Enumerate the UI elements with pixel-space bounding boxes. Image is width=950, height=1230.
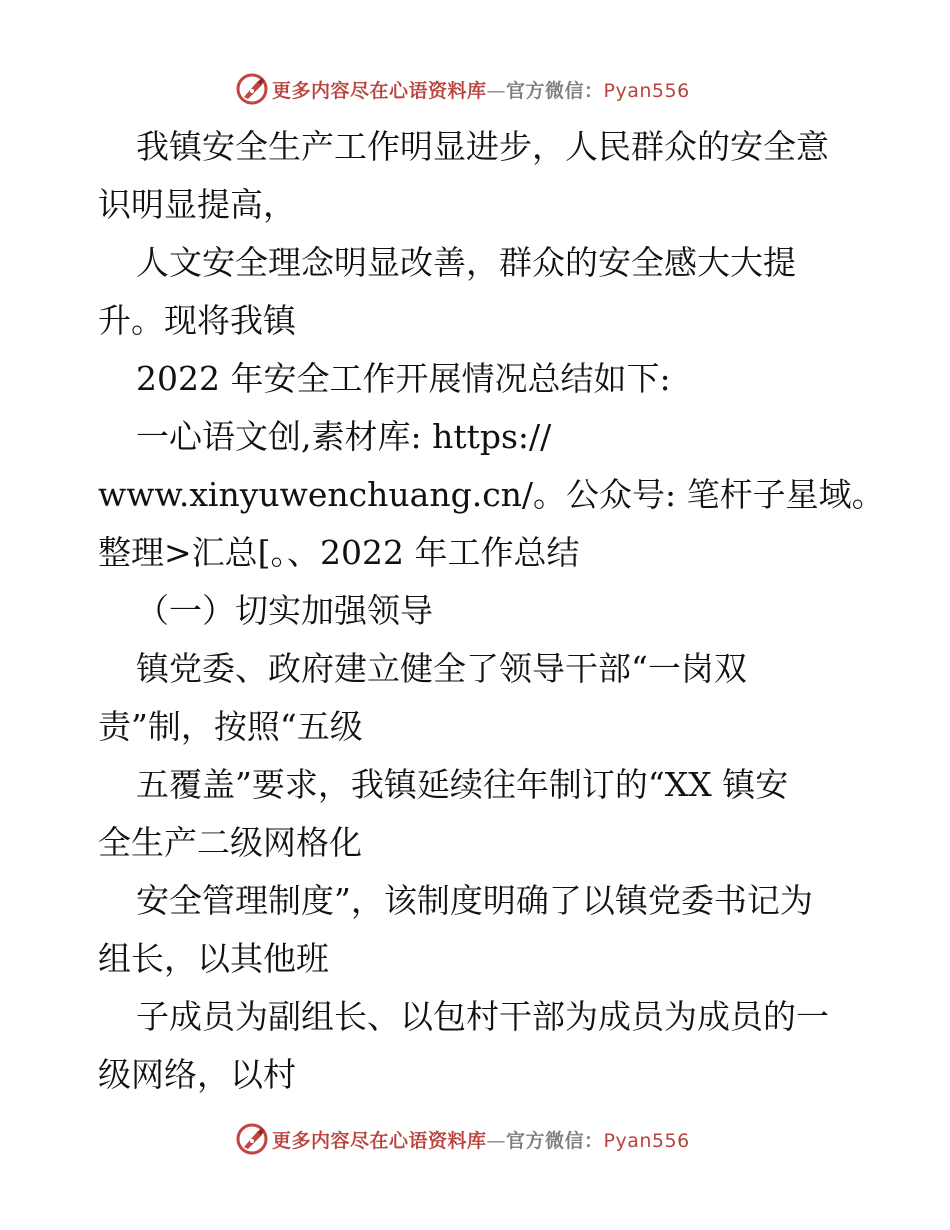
- header-colon: ：: [584, 80, 604, 102]
- body-line: 一心语文创,素材库: https://: [136, 417, 552, 456]
- body-line: 识明显提高，: [98, 185, 296, 224]
- body-line: 五覆盖”要求，我镇延续往年制订的“XX 镇安: [136, 765, 789, 804]
- body-line: 安全管理制度”，该制度明确了以镇党委书记为: [136, 881, 813, 920]
- body-line: 级网络，以村: [98, 1055, 296, 1094]
- body-line: 责”制，按照“五级: [98, 707, 363, 746]
- header-official-label: 官方微信: [506, 80, 585, 102]
- footer-wechat-id: Pyan556: [603, 1130, 690, 1152]
- footer-banner-text: [272, 1126, 690, 1153]
- footer-brand: 更多内容尽在心语资料库: [272, 1130, 487, 1152]
- body-line: 2022 年安全工作开展情况总结如下:: [136, 359, 671, 398]
- body-line: www.xinyuwenchuang.cn/。公众号: 笔杆子星域。: [98, 475, 885, 514]
- header-wechat-id: Pyan556: [603, 80, 690, 102]
- footer-separator: —: [486, 1130, 507, 1152]
- footer-official-label: 官方微信: [506, 1130, 585, 1152]
- body-line: 人文安全理念明显改善，群众的安全感大大提: [136, 243, 796, 282]
- body-line: 镇党委、政府建立健全了领导干部“一岗双: [136, 649, 747, 688]
- pen-nib-logo-icon: [235, 1122, 269, 1156]
- body-line: 整理>汇总[。、2022 年工作总结: [98, 533, 580, 572]
- header-banner-text: [272, 76, 690, 103]
- body-line: 全生产二级网格化: [98, 823, 362, 862]
- pen-nib-logo-icon: [235, 72, 269, 106]
- header-separator: —: [486, 80, 507, 102]
- footer-colon: ：: [584, 1130, 604, 1152]
- body-line: 升。现将我镇: [98, 301, 296, 340]
- footer-banner: [0, 1120, 950, 1160]
- header-brand: 更多内容尽在心语资料库: [272, 80, 487, 102]
- body-text: [98, 118, 885, 1104]
- header-banner: [0, 70, 950, 110]
- body-line: 子成员为副组长、以包村干部为成员为成员的一: [136, 997, 829, 1036]
- section-heading: （一）切实加强领导: [136, 591, 433, 630]
- body-line: 组长，以其他班: [98, 939, 329, 978]
- body-line: 我镇安全生产工作明显进步，人民群众的安全意: [136, 127, 829, 166]
